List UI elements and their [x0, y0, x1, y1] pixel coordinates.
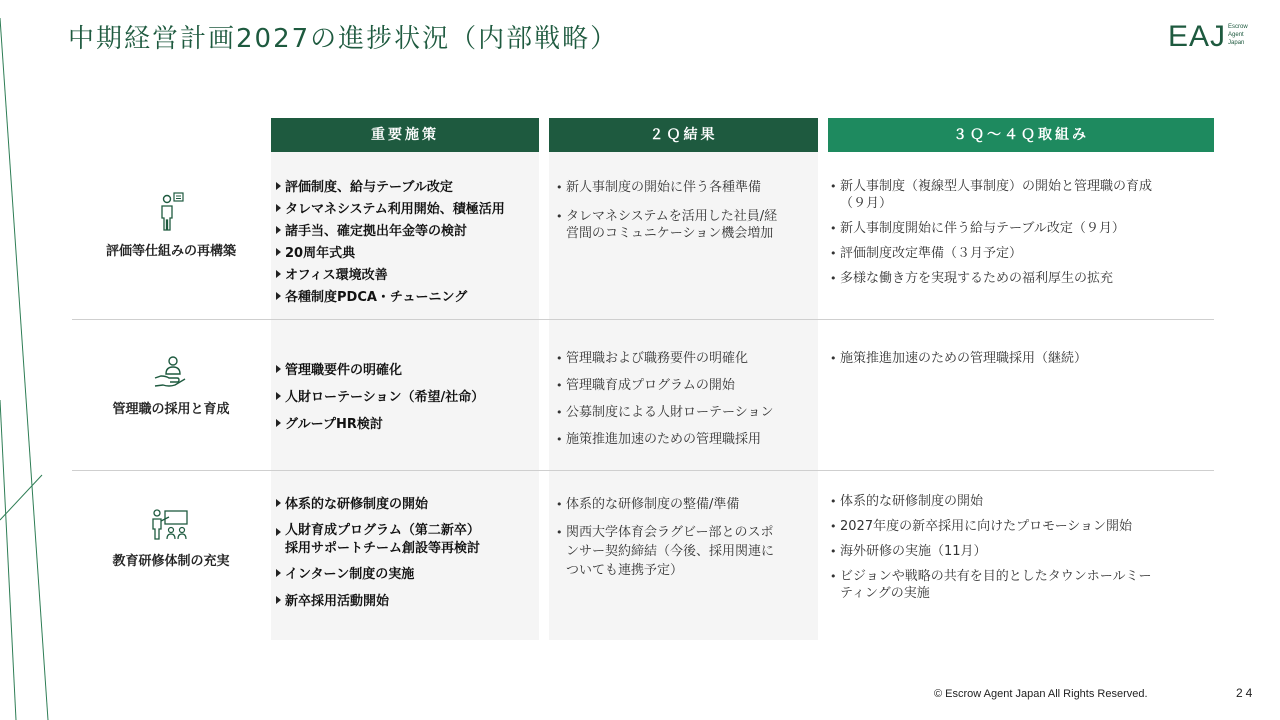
- q2-list-2: [556, 350, 814, 448]
- copyright-footer: © Escrow Agent Japan All Rights Reserved.: [934, 688, 1148, 700]
- page-title: 中期経営計画2027の進捗状況（内部戦略）: [68, 24, 619, 54]
- list-item: 体系的な研修制度の開始: [276, 495, 480, 515]
- list-item: • 多様な働き方を実現するための福利厚生の拡充: [830, 270, 1210, 287]
- list-item: 評価制度、給与テーブル改定: [276, 178, 505, 198]
- header-2q-results: ２Ｑ結果: [549, 118, 818, 152]
- q2-list-3: [556, 496, 814, 580]
- q34-list-2: [830, 350, 1210, 367]
- person-with-document-icon: [156, 192, 186, 232]
- list-item: 20周年式典: [276, 244, 505, 264]
- list-item: インターン制度の実施: [276, 565, 480, 585]
- list-item: • 管理職育成プログラムの開始: [556, 377, 814, 394]
- list-item: • 体系的な研修制度の開始: [830, 493, 1210, 510]
- list-item: • 公募制度による人財ローテーション: [556, 404, 814, 421]
- list-item: • 施策推進加速のための管理職採用: [556, 431, 814, 448]
- list-item: • 海外研修の実施（11月）: [830, 543, 1210, 560]
- list-item: タレマネシステム利用開始、積極活用: [276, 200, 505, 220]
- q34-list-1: [830, 178, 1210, 287]
- list-item: 人財育成プログラム（第二新卒） 採用サポートチーム創設等再検討: [276, 522, 480, 558]
- list-item: 諸手当、確定拠出年金等の検討: [276, 222, 505, 242]
- list-item: • 新人事制度の開始に伴う各種準備: [556, 179, 814, 196]
- row-label-management: [72, 354, 270, 417]
- row-label-text: 評価等仕組みの再構築: [105, 244, 236, 259]
- measures-list-1: [276, 178, 505, 310]
- company-logo: EAJ Escrow Agent Japan: [1168, 20, 1248, 53]
- list-item: • 評価制度改定準備（３月予定）: [830, 245, 1210, 262]
- header-3q-4q-initiatives: ３Ｑ～４Ｑ取組み: [828, 118, 1214, 152]
- measures-list-3: [276, 495, 480, 614]
- measures-list-2: [276, 361, 484, 437]
- list-item: • ビジョンや戦略の共有を目的としたタウンホールミー ティングの実施: [830, 568, 1210, 602]
- row-divider: [72, 470, 1214, 471]
- row-label-training: [72, 508, 270, 569]
- page-number: 24: [1236, 686, 1256, 700]
- hand-holding-person-icon: [153, 354, 189, 390]
- list-item: 人財ローテーション（希望/社命）: [276, 388, 484, 408]
- row-label-evaluation: [72, 192, 270, 259]
- list-item: • 2027年度の新卒採用に向けたプロモーション開始: [830, 518, 1210, 535]
- list-item: グループHR検討: [276, 415, 484, 435]
- row-label-text: 教育研修体制の充実: [112, 554, 230, 569]
- list-item: • 関西大学体育会ラグビー部とのスポ ンサー契約締結（今後、採用関連に ついても連携予定）: [556, 523, 814, 580]
- list-item: • 体系的な研修制度の整備/準備: [556, 496, 814, 513]
- list-item: • 施策推進加速のための管理職採用（継続）: [830, 350, 1210, 367]
- row-divider: [72, 319, 1214, 320]
- list-item: 管理職要件の明確化: [276, 361, 484, 381]
- list-item: 新卒採用活動開始: [276, 592, 480, 612]
- row-label-text: 管理職の採用と育成: [112, 402, 230, 417]
- training-presentation-icon: [151, 508, 191, 542]
- q2-list-1: [556, 179, 814, 242]
- list-item: • タレマネシステムを活用した社員/経 営間のコミュニケーション機会増加: [556, 208, 814, 242]
- q34-list-3: [830, 493, 1210, 602]
- header-key-measures: 重要施策: [271, 118, 539, 152]
- list-item: 各種制度PDCA・チューニング: [276, 288, 505, 308]
- list-item: • 管理職および職務要件の明確化: [556, 350, 814, 367]
- list-item: • 新人事制度（複線型人事制度）の開始と管理職の育成 （９月）: [830, 178, 1210, 212]
- list-item: オフィス環境改善: [276, 266, 505, 286]
- list-item: • 新人事制度開始に伴う給与テーブル改定（９月）: [830, 220, 1210, 237]
